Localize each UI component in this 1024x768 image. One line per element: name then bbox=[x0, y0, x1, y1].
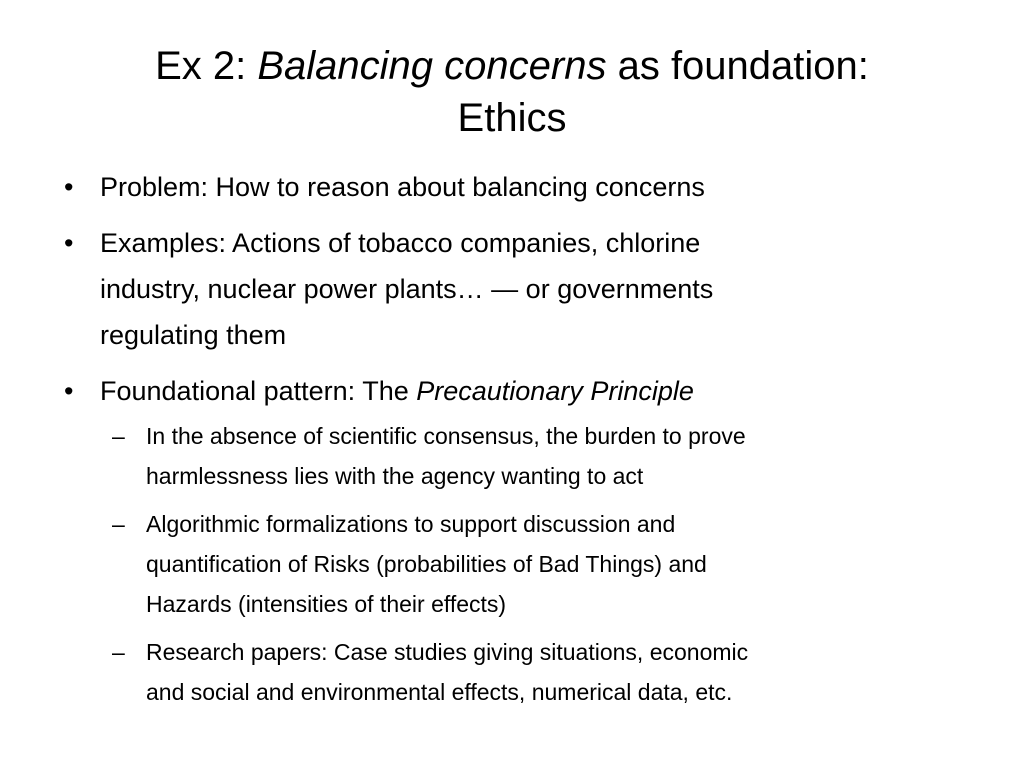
bullet-text-line: regulating them bbox=[100, 320, 287, 350]
sub-bullet-text-line: Research papers: Case studies giving situations, economic bbox=[146, 639, 749, 665]
sub-bullet-text-line: In the absence of scientific consensus, the burden to prove bbox=[146, 423, 746, 449]
bullet-text-prefix: Foundational pattern: The bbox=[100, 376, 417, 406]
slide-body bbox=[60, 164, 980, 722]
bullet-item-problem bbox=[60, 164, 980, 210]
bullet-text bbox=[100, 368, 980, 414]
bullet-marker: • bbox=[64, 172, 74, 202]
title-line-1 bbox=[155, 44, 869, 88]
sub-bullet-marker: – bbox=[112, 639, 125, 665]
sub-bullet-text-line: Algorithmic formalizations to support discussion and bbox=[146, 511, 676, 537]
title-emphasis: Balancing concerns bbox=[257, 44, 607, 88]
bullet-marker: • bbox=[64, 376, 74, 406]
sub-bullet-marker: – bbox=[112, 511, 125, 537]
title-line-2: Ethics bbox=[457, 96, 567, 140]
sub-bullet-marker: – bbox=[112, 423, 125, 449]
sub-bullet-item-research-papers bbox=[100, 632, 980, 712]
bullet-text-line: Examples: Actions of tobacco companies, chlorine bbox=[100, 228, 701, 258]
bullet-item-foundational-pattern bbox=[60, 368, 980, 712]
bullet-list bbox=[60, 164, 980, 712]
bullet-marker: • bbox=[64, 228, 74, 258]
sub-bullet-list bbox=[100, 416, 980, 712]
sub-bullet-text-line: harmlessness lies with the agency wanting to act bbox=[146, 463, 644, 489]
bullet-item-examples bbox=[60, 220, 980, 358]
sub-bullet-text-line: and social and environmental effects, numerical data, etc. bbox=[146, 679, 733, 705]
sub-bullet-text-line: Hazards (intensities of their effects) bbox=[146, 591, 507, 617]
slide-title bbox=[60, 40, 964, 144]
bullet-text: Problem: How to reason about balancing concerns bbox=[100, 172, 705, 202]
bullet-text-emphasis: Precautionary Principle bbox=[416, 376, 694, 406]
title-suffix: as foundation: bbox=[606, 44, 869, 88]
bullet-text-line: industry, nuclear power plants… — or governments bbox=[100, 274, 714, 304]
sub-bullet-text-line: quantification of Risks (probabilities of Bad Things) and bbox=[146, 551, 707, 577]
sub-bullet-item-algorithmic-formalizations bbox=[100, 504, 980, 624]
sub-bullet-item-burden-of-proof bbox=[100, 416, 980, 496]
title-prefix: Ex 2: bbox=[155, 44, 258, 88]
